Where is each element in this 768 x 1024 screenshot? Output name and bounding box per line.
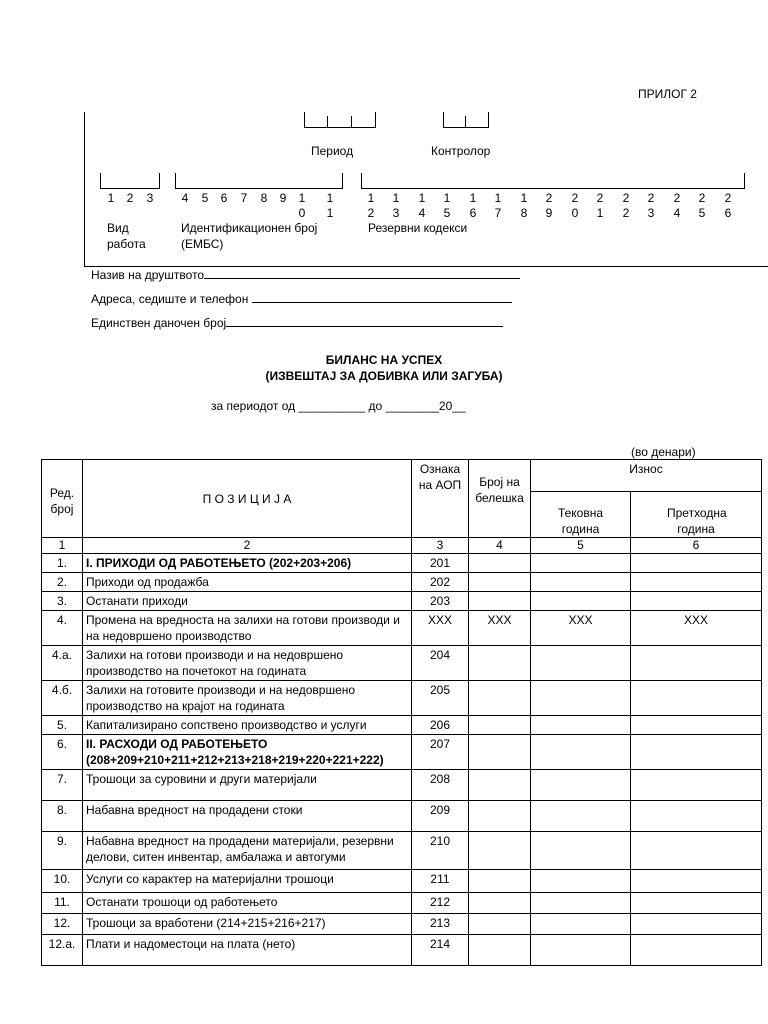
frame-left-line: [84, 112, 85, 267]
tax-number-field[interactable]: [91, 316, 503, 330]
row-position: Приходи од продажба: [83, 573, 412, 592]
row-previous-year-cell[interactable]: [631, 573, 762, 592]
table-row: [42, 681, 762, 716]
table-row: [42, 573, 762, 592]
row-note-cell[interactable]: [469, 681, 531, 716]
income-statement-table: [41, 459, 762, 966]
row-current-year-cell[interactable]: [531, 735, 631, 770]
row-number: 1.: [42, 554, 83, 573]
row-number: 11.: [42, 893, 83, 914]
row-note-cell[interactable]: [469, 646, 531, 681]
row-position: Останати приходи: [83, 592, 412, 611]
tax-number-label: Единствен даночен број: [91, 316, 227, 330]
row-previous-year-cell[interactable]: XXX: [631, 611, 762, 646]
row-previous-year-cell[interactable]: [631, 735, 762, 770]
period-label: Период: [311, 144, 354, 158]
company-address-field[interactable]: [91, 292, 512, 306]
row-previous-year-cell[interactable]: [631, 935, 762, 966]
row-number: 8.: [42, 801, 83, 832]
row-current-year-cell[interactable]: [531, 870, 631, 893]
row-previous-year-cell[interactable]: [631, 870, 762, 893]
company-name-field[interactable]: [91, 268, 520, 282]
row-position: Залихи на готовите производи и на недовршено производство на крајот на годината: [83, 681, 412, 716]
header-position: П О З И Ц И Ј А: [83, 460, 412, 538]
row-aop: 208: [412, 770, 469, 801]
row-aop: 201: [412, 554, 469, 573]
table-row: [42, 611, 762, 646]
row-current-year-cell[interactable]: [531, 914, 631, 935]
row-aop: 214: [412, 935, 469, 966]
company-name-label: Назив на друштвото: [91, 268, 205, 282]
row-aop: XXX: [412, 611, 469, 646]
row-current-year-cell[interactable]: [531, 935, 631, 966]
document-title: БИЛАНС НА УСПЕХ: [325, 353, 443, 367]
row-number: 4.б.: [42, 681, 83, 716]
row-aop: 213: [412, 914, 469, 935]
row-position: II. РАСХОДИ ОД РАБОТЕЊЕТО (208+209+210+211+212+213+218+219+220+221+222): [83, 735, 412, 770]
row-current-year-cell[interactable]: [531, 592, 631, 611]
row-note-cell[interactable]: [469, 716, 531, 735]
row-current-year-cell[interactable]: [531, 716, 631, 735]
row-current-year-cell[interactable]: [531, 646, 631, 681]
table-row: [42, 832, 762, 870]
header-current-year: Тековна година: [531, 492, 631, 538]
row-number: 10.: [42, 870, 83, 893]
row-position: Капитализирано сопствено производство и услуги: [83, 716, 412, 735]
row-current-year-cell[interactable]: [531, 832, 631, 870]
row-position: Трошоци за вработени (214+215+216+217): [83, 914, 412, 935]
row-previous-year-cell[interactable]: [631, 832, 762, 870]
row-previous-year-cell[interactable]: [631, 592, 762, 611]
row-number: 4.: [42, 611, 83, 646]
row-number: 5.: [42, 716, 83, 735]
table-row: [42, 716, 762, 735]
row-previous-year-cell[interactable]: [631, 801, 762, 832]
row-note-cell[interactable]: [469, 592, 531, 611]
row-number: 4.а.: [42, 646, 83, 681]
row-number: 9.: [42, 832, 83, 870]
row-number: 12.: [42, 914, 83, 935]
row-number: 7.: [42, 770, 83, 801]
table-row: [42, 914, 762, 935]
row-current-year-cell[interactable]: XXX: [531, 611, 631, 646]
table-row: [42, 935, 762, 966]
row-note-cell[interactable]: [469, 735, 531, 770]
row-current-year-cell[interactable]: [531, 554, 631, 573]
row-note-cell[interactable]: [469, 914, 531, 935]
row-previous-year-cell[interactable]: [631, 716, 762, 735]
row-aop: 207: [412, 735, 469, 770]
vid-caption-1: Вид: [107, 221, 129, 235]
controller-label: Контролор: [431, 144, 491, 158]
currency-note: (во денари): [631, 445, 696, 459]
table-row: [42, 870, 762, 893]
row-position: Залихи на готови производи и на недовршено производство на почетокот на годината: [83, 646, 412, 681]
row-position: Плати и надоместоци на плата (нето): [83, 935, 412, 966]
row-number: 12.а.: [42, 935, 83, 966]
row-current-year-cell[interactable]: [531, 801, 631, 832]
row-previous-year-cell[interactable]: [631, 646, 762, 681]
row-aop: 209: [412, 801, 469, 832]
embs-caption-1: Идентификационен број: [181, 221, 318, 235]
reserve-box-line: [361, 188, 745, 189]
table-row: [42, 770, 762, 801]
row-current-year-cell[interactable]: [531, 893, 631, 914]
header-amount: Износ: [531, 460, 762, 492]
row-aop: 212: [412, 893, 469, 914]
row-aop: 206: [412, 716, 469, 735]
row-note-cell[interactable]: [469, 770, 531, 801]
row-note-cell[interactable]: [469, 893, 531, 914]
row-note-cell[interactable]: [469, 832, 531, 870]
row-position: Трошоци за суровини и други материјали: [83, 770, 412, 801]
table-row: [42, 735, 762, 770]
column-number-row: 1 2 3 4 5 6: [42, 538, 762, 554]
table-row: [42, 893, 762, 914]
embs-box-line: [175, 188, 343, 189]
row-current-year-cell[interactable]: [531, 770, 631, 801]
row-note-cell[interactable]: [469, 554, 531, 573]
company-address-label: Адреса, седиште и телефон: [91, 292, 249, 306]
row-position: Услуги со карактер на материјални трошоци: [83, 870, 412, 893]
row-aop: 210: [412, 832, 469, 870]
header-note-number: Број на белешка: [469, 460, 531, 538]
embs-caption-2: (ЕМБС): [181, 237, 224, 251]
row-aop: 203: [412, 592, 469, 611]
row-position: Останати трошоци од работењето: [83, 893, 412, 914]
row-current-year-cell[interactable]: [531, 681, 631, 716]
row-position: I. ПРИХОДИ ОД РАБОТЕЊЕТО (202+203+206): [83, 554, 412, 573]
annex-label: ПРИЛОГ 2: [638, 87, 697, 101]
row-position: Промена на вредноста на залихи на готови производи и на недовршено производство: [83, 611, 412, 646]
row-previous-year-cell[interactable]: [631, 914, 762, 935]
vid-box-line: [100, 188, 160, 189]
period-range-text[interactable]: за периодот од __________ до ________20__: [211, 399, 466, 413]
document-subtitle: (ИЗВЕШТАЈ ЗА ДОБИВКА ИЛИ ЗАГУБА): [265, 369, 503, 383]
vid-caption-2: работа: [107, 237, 146, 251]
frame-bottom-line: [84, 266, 768, 267]
row-aop: 205: [412, 681, 469, 716]
row-position: Набавна вредност на продадени стоки: [83, 801, 412, 832]
table-row: [42, 801, 762, 832]
row-number: 2.: [42, 573, 83, 592]
table-row: [42, 592, 762, 611]
row-current-year-cell[interactable]: [531, 573, 631, 592]
row-previous-year-cell[interactable]: [631, 681, 762, 716]
row-aop: 202: [412, 573, 469, 592]
header-row-number: Ред. број: [42, 460, 83, 538]
row-aop: 211: [412, 870, 469, 893]
row-previous-year-cell[interactable]: [631, 770, 762, 801]
header-aop: Ознака на АОП: [412, 460, 469, 538]
table-row: [42, 554, 762, 573]
row-note-cell[interactable]: [469, 935, 531, 966]
row-number: 3.: [42, 592, 83, 611]
row-note-cell[interactable]: [469, 573, 531, 592]
table-row: [42, 646, 762, 681]
row-previous-year-cell[interactable]: [631, 554, 762, 573]
row-previous-year-cell[interactable]: [631, 893, 762, 914]
row-number: 6.: [42, 735, 83, 770]
header-previous-year: Претходна година: [631, 492, 762, 538]
row-aop: 204: [412, 646, 469, 681]
reserve-caption: Резервни кодекси: [368, 221, 468, 235]
row-note-cell[interactable]: [469, 870, 531, 893]
row-note-cell[interactable]: [469, 801, 531, 832]
row-position: Набавна вредност на продадени материјали, резервни делови, ситен инвентар, амбалажа и автогуми: [83, 832, 412, 870]
row-note-cell[interactable]: XXX: [469, 611, 531, 646]
